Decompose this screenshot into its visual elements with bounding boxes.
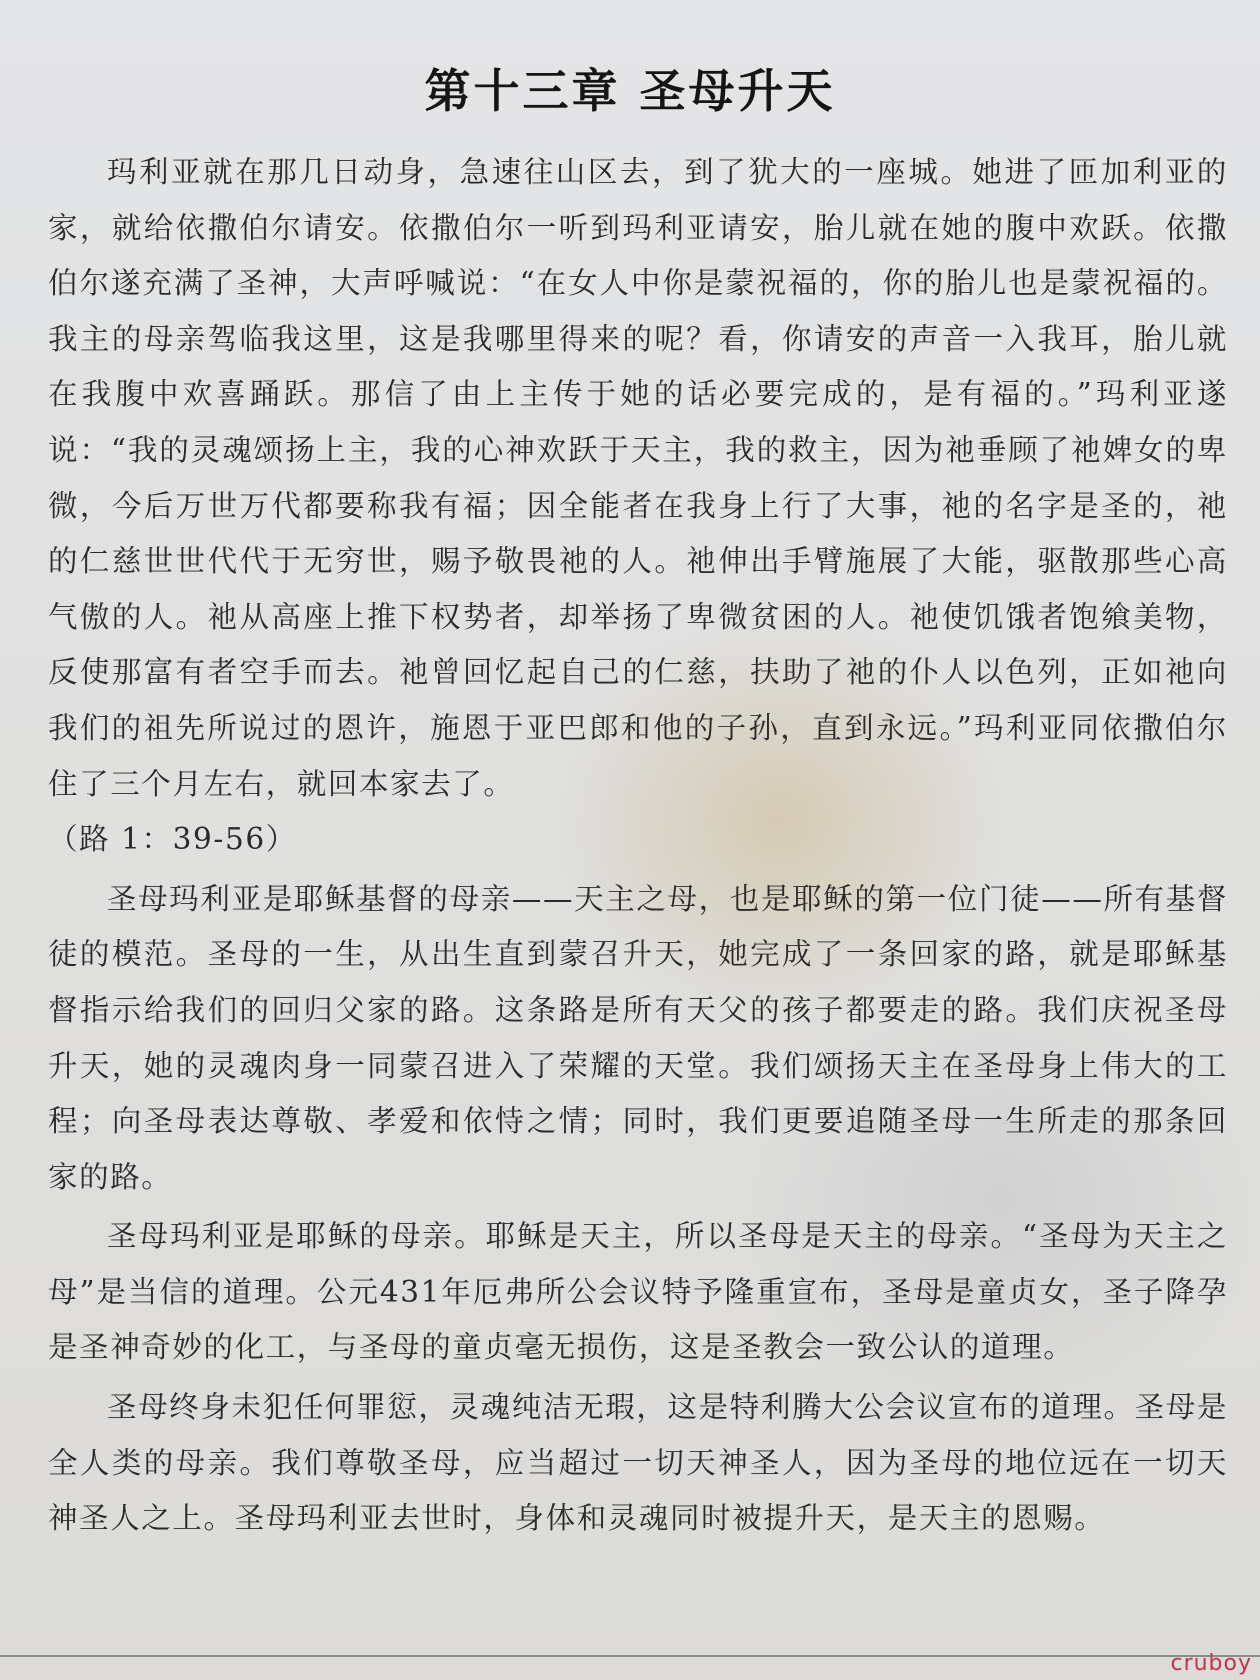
chapter-title: 第十三章 圣母升天	[424, 64, 836, 118]
watermark-text: cruboy	[1170, 1651, 1252, 1676]
paragraph-immaculate-assumption: 圣母终身未犯任何罪愆，灵魂纯洁无瑕，这是特利腾大公会议宣布的道理。圣母是全人类的母亲。我们尊敬圣母，应当超过一切天神圣人，因为圣母的地位远在一切天神圣人之上。圣母玛利亚去世时，身体和灵魂同时被提升天，是天主的恩赐。	[48, 1390, 1228, 1536]
scripture-reference: （路 1：39-56）	[48, 822, 297, 857]
chapter-body	[48, 145, 1228, 1547]
paragraph-theotokos-dogma: 圣母玛利亚是耶稣的母亲。耶稣是天主，所以圣母是天主的母亲。“圣母为天主之母”是当信的道理。公元431年厄弗所公会议特予隆重宣布，圣母是童贞女，圣子降孕是圣神奇妙的化工，与圣母的童贞毫无损伤，这是圣教会一致公认的道理。	[48, 1219, 1228, 1365]
page-bottom-rule	[0, 1655, 1260, 1657]
paragraph-visitation: 玛利亚就在那几日动身，急速往山区去，到了犹大的一座城。她进了匝加利亚的家，就给依撒伯尔请安。依撒伯尔一听到玛利亚请安，胎儿就在她的腹中欢跃。依撒伯尔遂充满了圣神，大声呼喊说：“在女人中你是蒙祝福的，你的胎儿也是蒙祝福的。我主的母亲驾临我这里，这是我哪里得来的呢？看，你请安的声音一入我耳，胎儿就在我腹中欢喜踊跃。那信了由上主传于她的话必要完成的，是有福的。”玛利亚遂说：“我的灵魂颂扬上主，我的心神欢跃于天主，我的救主，因为祂垂顾了祂婢女的卑微，今后万世万代都要称我有福；因全能者在我身上行了大事，祂的名字是圣的，祂的仁慈世世代代于无穷世，赐予敬畏祂的人。祂伸出手臂施展了大能，驱散那些心高气傲的人。祂从高座上推下权势者，却举扬了卑微贫困的人。祂使饥饿者饱飨美物，反使那富有者空手而去。祂曾回忆起自己的仁慈，扶助了祂的仆人以色列，正如祂向我们的祖先所说过的恩许，施恩于亚巴郎和他的子孙，直到永远。”玛利亚同依撒伯尔住了三个月左右，就回本家去了。	[48, 155, 1228, 801]
paragraph-mother-of-god: 圣母玛利亚是耶稣基督的母亲——天主之母，也是耶稣的第一位门徒——所有基督徒的模范。圣母的一生，从出生直到蒙召升天，她完成了一条回家的路，就是耶稣基督指示给我们的回归父家的路。这条路是所有天父的孩子都要走的路。我们庆祝圣母升天，她的灵魂肉身一同蒙召进入了荣耀的天堂。我们颂扬天主在圣母身上伟大的工程；向圣母表达尊敬、孝爱和依恃之情；同时，我们更要追随圣母一生所走的那条回家的路。	[48, 881, 1228, 1194]
